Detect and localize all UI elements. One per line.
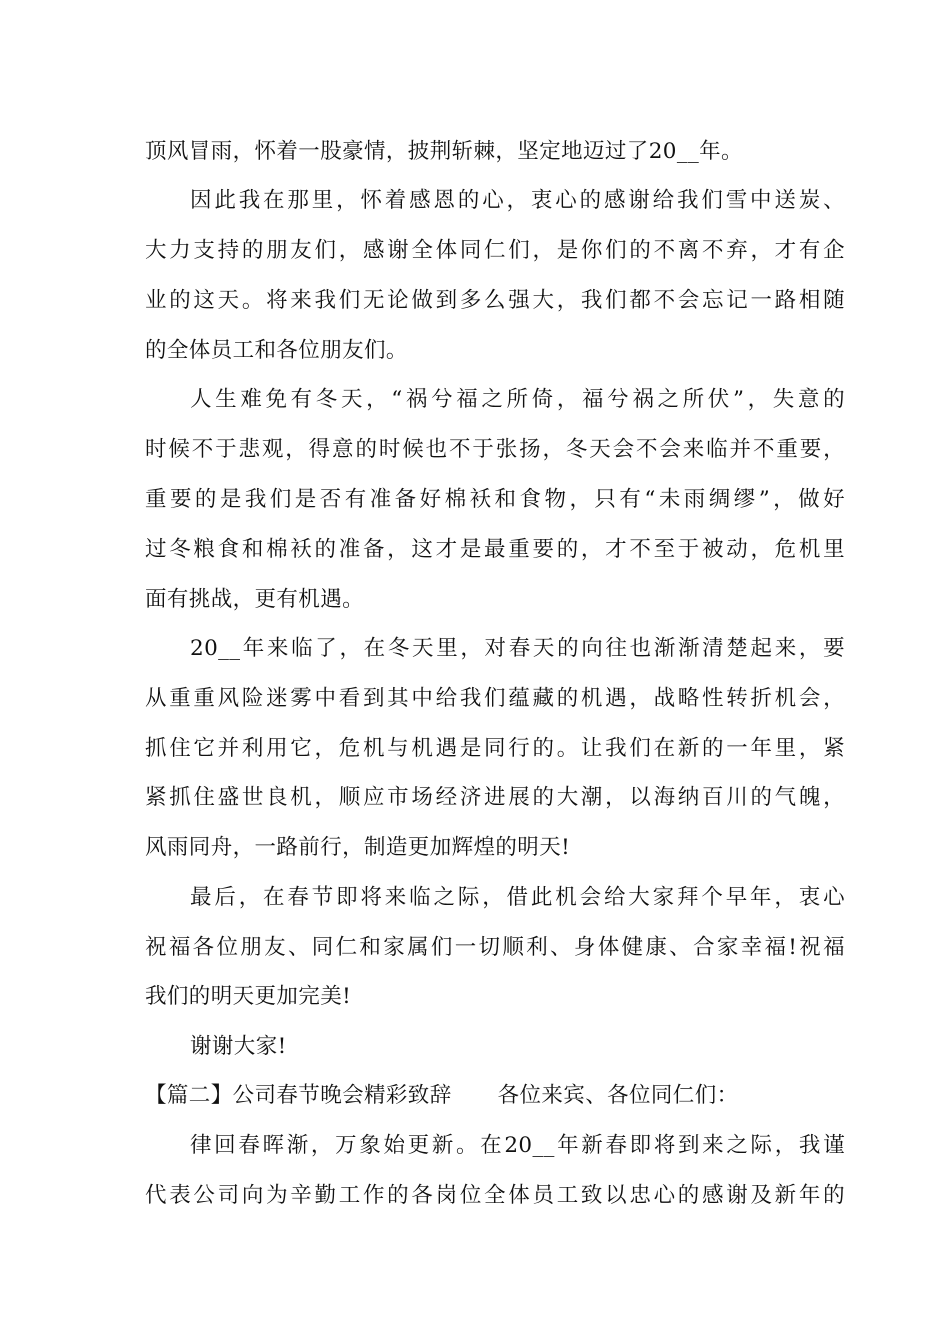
text-line: 面有挑战，更有机遇。 [145, 587, 365, 612]
paragraph-first-line: 律回春晖渐，万象始更新。在20__年新春即将到来之际，我谨 [190, 1133, 845, 1158]
text-line: 抓住它并利用它，危机与机遇是同行的。让我们在新的一年里，紧 [145, 736, 845, 761]
text-line: 我们的明天更加完美! [145, 984, 352, 1009]
section-greeting: 各位来宾、各位同仁们： [497, 1083, 739, 1108]
text-line: 大力支持的朋友们，感谢全体同仁们，是你们的不离不弃，才有企 [145, 238, 845, 263]
text-line: 业的这天。将来我们无论做到多么强大，我们都不会忘记一路相随 [145, 288, 845, 313]
paragraph-first-line: 最后，在春节即将来临之际，借此机会给大家拜个早年，衷心 [190, 885, 845, 910]
text-line: 过冬粮食和棉袄的准备，这才是最重要的，才不至于被动，危机里 [145, 537, 845, 562]
section-heading [145, 1080, 845, 1112]
text-line: 时候不于悲观，得意的时候也不于张扬，冬天会不会来临并不重要， [145, 437, 845, 462]
paragraph-first-line: 20__年来临了，在冬天里，对春天的向往也渐渐清楚起来，要 [190, 636, 845, 661]
paragraph-first-line: 因此我在那里，怀着感恩的心，衷心的感谢给我们雪中送炭、 [190, 188, 845, 213]
paragraph-first-line: 人生难免有冬天，“祸兮福之所倚，福兮祸之所伏”，失意的 [190, 387, 845, 412]
section-title: 【篇二】公司春节晚会精彩致辞 [145, 1083, 452, 1108]
text-line: 的全体员工和各位朋友们。 [145, 338, 408, 363]
text-line: 重要的是我们是否有准备好棉袄和食物，只有“未雨绸缪”，做好 [145, 487, 845, 512]
text-line: 顶风冒雨，怀着一股豪情，披荆斩棘，坚定地迈过了20__年。 [145, 139, 743, 164]
text-line: 代表公司向为辛勤工作的各岗位全体员工致以忠心的感谢及新年的 [145, 1183, 845, 1208]
closing-line: 谢谢大家! [190, 1034, 287, 1059]
text-line: 风雨同舟，一路前行，制造更加辉煌的明天! [145, 835, 571, 860]
text-line: 从重重风险迷雾中看到其中给我们蕴藏的机遇，战略性转折机会， [145, 686, 845, 711]
text-line: 祝福各位朋友、同仁和家属们一切顺利、身体健康、合家幸福!祝福 [145, 935, 845, 960]
text-line: 紧抓住盛世良机，顺应市场经济进展的大潮，以海纳百川的气魄， [145, 785, 845, 810]
